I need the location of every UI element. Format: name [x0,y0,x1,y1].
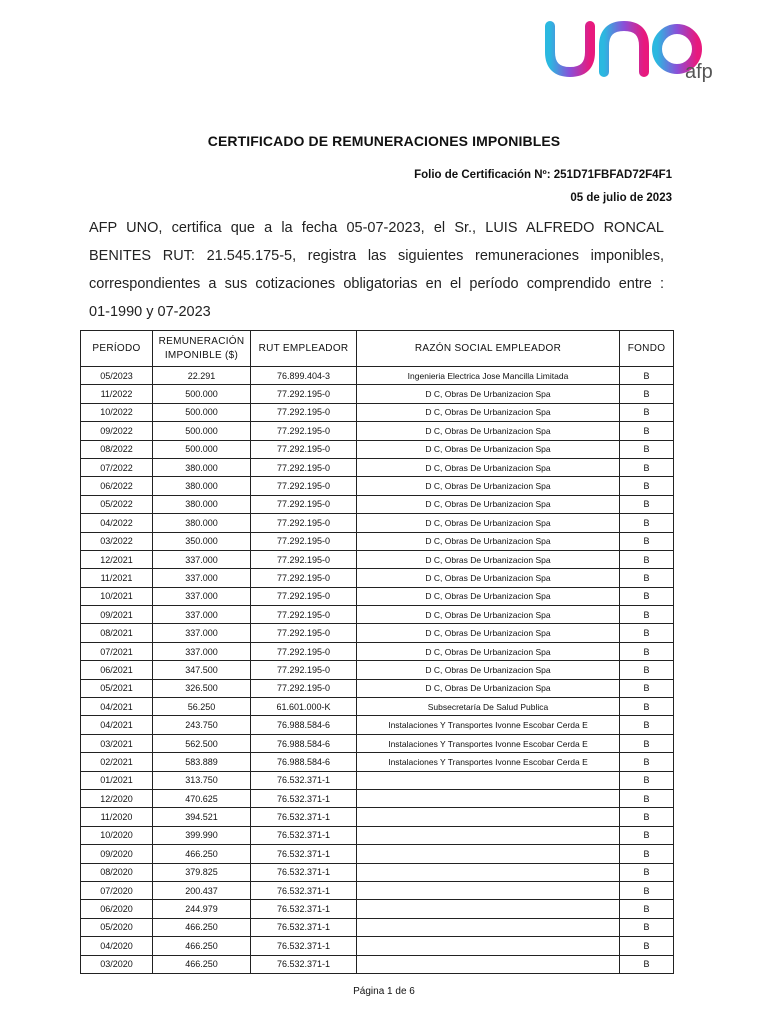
cell-periodo: 05/2023 [81,367,153,385]
table-row [81,624,674,642]
cell-periodo: 10/2020 [81,826,153,844]
cell-periodo: 01/2021 [81,771,153,789]
table-row [81,881,674,899]
cell-rut: 77.292.195-0 [251,587,357,605]
cell-periodo: 12/2020 [81,789,153,807]
cell-razon-social: D C, Obras De Urbanizacion Spa [357,642,620,660]
cell-rut: 76.532.371-1 [251,937,357,955]
table-row [81,550,674,568]
cell-fondo: B [620,771,674,789]
header-remuneracion: REMUNERACIÓN IMPONIBLE ($) [153,331,251,367]
cell-rut: 76.532.371-1 [251,771,357,789]
cell-rut: 76.532.371-1 [251,881,357,899]
certificate-date: 05 de julio de 2023 [570,192,672,204]
cell-fondo: B [620,716,674,734]
cell-fondo: B [620,477,674,495]
cell-fondo: B [620,642,674,660]
cell-remuneracion: 337.000 [153,550,251,568]
cell-fondo: B [620,624,674,642]
table-row [81,385,674,403]
cell-remuneracion: 470.625 [153,789,251,807]
cell-periodo: 07/2022 [81,458,153,476]
cell-remuneracion: 500.000 [153,440,251,458]
cell-rut: 77.292.195-0 [251,403,357,421]
table-row [81,569,674,587]
table-row [81,734,674,752]
cell-remuneracion: 500.000 [153,422,251,440]
cell-fondo: B [620,845,674,863]
cell-rut: 76.532.371-1 [251,808,357,826]
cell-fondo: B [620,826,674,844]
cell-periodo: 04/2021 [81,716,153,734]
cell-periodo: 04/2022 [81,514,153,532]
cell-remuneracion: 379.825 [153,863,251,881]
cell-remuneracion: 380.000 [153,514,251,532]
cell-remuneracion: 466.250 [153,955,251,973]
cell-razon-social: Subsecretaría De Salud Publica [357,698,620,716]
cell-periodo: 05/2022 [81,495,153,513]
cell-remuneracion: 243.750 [153,716,251,734]
cell-fondo: B [620,789,674,807]
cell-rut: 76.532.371-1 [251,826,357,844]
cell-razon-social: Instalaciones Y Transportes Ivonne Escobar Cerda E [357,753,620,771]
cell-razon-social: D C, Obras De Urbanizacion Spa [357,587,620,605]
cell-periodo: 03/2022 [81,532,153,550]
cell-fondo: B [620,440,674,458]
table-row [81,458,674,476]
certification-statement [89,214,664,326]
header-fondo: FONDO [620,331,674,367]
cell-remuneracion: 466.250 [153,937,251,955]
cell-rut: 77.292.195-0 [251,606,357,624]
cell-razon-social [357,918,620,936]
cell-razon-social: D C, Obras De Urbanizacion Spa [357,422,620,440]
cell-fondo: B [620,606,674,624]
table-row [81,716,674,734]
statement-line: AFP UNO, certifica que a la fecha 05-07-2023, el Sr., LUIS ALFREDO RONCAL [89,220,664,236]
cell-remuneracion: 22.291 [153,367,251,385]
table-row [81,826,674,844]
cell-fondo: B [620,881,674,899]
table-row [81,403,674,421]
table-row [81,440,674,458]
cell-remuneracion: 562.500 [153,734,251,752]
cell-rut: 76.988.584-6 [251,716,357,734]
cell-rut: 76.532.371-1 [251,955,357,973]
cell-fondo: B [620,918,674,936]
table-row [81,587,674,605]
cell-rut: 76.532.371-1 [251,918,357,936]
statement-line: correspondientes a sus cotizaciones obligatorias en el período comprendido entre : [89,276,664,292]
table-row [81,495,674,513]
cell-rut: 61.601.000-K [251,698,357,716]
cell-fondo: B [620,679,674,697]
cell-rut: 77.292.195-0 [251,495,357,513]
header-periodo: PERÍODO [81,331,153,367]
table-row [81,863,674,881]
cell-remuneracion: 244.979 [153,900,251,918]
cell-remuneracion: 337.000 [153,624,251,642]
document-title: CERTIFICADO DE REMUNERACIONES IMPONIBLES [207,133,561,149]
cell-periodo: 06/2021 [81,661,153,679]
afp-uno-logo [540,14,720,84]
cell-razon-social [357,845,620,863]
cell-rut: 76.988.584-6 [251,753,357,771]
cell-fondo: B [620,569,674,587]
cell-fondo: B [620,458,674,476]
statement-line: 01-1990 y 07-2023 [89,304,211,320]
table-row [81,955,674,973]
cell-remuneracion: 337.000 [153,569,251,587]
cell-remuneracion: 380.000 [153,477,251,495]
header-rut-empleador: RUT EMPLEADOR [251,331,357,367]
cell-periodo: 09/2022 [81,422,153,440]
table-row [81,808,674,826]
cell-razon-social [357,881,620,899]
cell-rut: 76.899.404-3 [251,367,357,385]
cell-periodo: 10/2022 [81,403,153,421]
cell-remuneracion: 500.000 [153,385,251,403]
cell-rut: 77.292.195-0 [251,458,357,476]
cell-periodo: 11/2021 [81,569,153,587]
cell-periodo: 04/2020 [81,937,153,955]
cell-fondo: B [620,403,674,421]
cell-fondo: B [620,734,674,752]
cell-remuneracion: 347.500 [153,661,251,679]
cell-razon-social: D C, Obras De Urbanizacion Spa [357,679,620,697]
cell-razon-social [357,937,620,955]
table-row [81,771,674,789]
cell-periodo: 11/2020 [81,808,153,826]
cell-periodo: 08/2022 [81,440,153,458]
cell-rut: 76.988.584-6 [251,734,357,752]
cell-fondo: B [620,367,674,385]
cell-razon-social [357,863,620,881]
table-row [81,514,674,532]
cell-fondo: B [620,385,674,403]
statement-line: BENITES RUT: 21.545.175-5, registra las siguientes remuneraciones imponibles, [89,248,664,264]
cell-remuneracion: 350.000 [153,532,251,550]
cell-rut: 77.292.195-0 [251,642,357,660]
cell-fondo: B [620,495,674,513]
cell-remuneracion: 313.750 [153,771,251,789]
table-row [81,789,674,807]
cell-fondo: B [620,514,674,532]
cell-razon-social: D C, Obras De Urbanizacion Spa [357,514,620,532]
cell-periodo: 06/2020 [81,900,153,918]
cell-rut: 76.532.371-1 [251,863,357,881]
table-header-row [81,331,674,367]
cell-periodo: 11/2022 [81,385,153,403]
cell-periodo: 08/2021 [81,624,153,642]
table-row [81,642,674,660]
cell-razon-social: D C, Obras De Urbanizacion Spa [357,550,620,568]
table-row [81,367,674,385]
cell-fondo: B [620,661,674,679]
table-row [81,845,674,863]
cell-fondo: B [620,532,674,550]
cell-razon-social: D C, Obras De Urbanizacion Spa [357,661,620,679]
table-row [81,918,674,936]
cell-fondo: B [620,422,674,440]
cell-razon-social: D C, Obras De Urbanizacion Spa [357,385,620,403]
cell-fondo: B [620,900,674,918]
cell-remuneracion: 399.990 [153,826,251,844]
cell-remuneracion: 380.000 [153,495,251,513]
folio-number: Folio de Certificación Nº: 251D71FBFAD72F4F1 [414,169,672,181]
cell-rut: 77.292.195-0 [251,385,357,403]
cell-razon-social: Instalaciones Y Transportes Ivonne Escobar Cerda E [357,716,620,734]
svg-text:afp: afp [685,61,713,83]
cell-fondo: B [620,753,674,771]
cell-rut: 76.532.371-1 [251,845,357,863]
cell-remuneracion: 380.000 [153,458,251,476]
uno-logo-mark [540,14,720,84]
cell-remuneracion: 466.250 [153,918,251,936]
cell-remuneracion: 56.250 [153,698,251,716]
cell-razon-social [357,789,620,807]
cell-razon-social: D C, Obras De Urbanizacion Spa [357,458,620,476]
cell-rut: 77.292.195-0 [251,569,357,587]
cell-rut: 77.292.195-0 [251,661,357,679]
cell-rut: 76.532.371-1 [251,789,357,807]
table-row [81,679,674,697]
cell-periodo: 07/2020 [81,881,153,899]
cell-rut: 77.292.195-0 [251,679,357,697]
cell-razon-social: Instalaciones Y Transportes Ivonne Escobar Cerda E [357,734,620,752]
table-row [81,532,674,550]
cell-remuneracion: 500.000 [153,403,251,421]
cell-periodo: 05/2021 [81,679,153,697]
table-row [81,661,674,679]
cell-razon-social: D C, Obras De Urbanizacion Spa [357,440,620,458]
cell-fondo: B [620,955,674,973]
cell-periodo: 04/2021 [81,698,153,716]
cell-remuneracion: 200.437 [153,881,251,899]
cell-razon-social: Ingenieria Electrica Jose Mancilla Limitada [357,367,620,385]
remuneration-table [80,330,674,974]
cell-remuneracion: 394.521 [153,808,251,826]
cell-razon-social: D C, Obras De Urbanizacion Spa [357,606,620,624]
table-row [81,422,674,440]
table-row [81,753,674,771]
cell-remuneracion: 337.000 [153,587,251,605]
cell-periodo: 09/2020 [81,845,153,863]
cell-razon-social: D C, Obras De Urbanizacion Spa [357,495,620,513]
cell-razon-social: D C, Obras De Urbanizacion Spa [357,569,620,587]
cell-periodo: 07/2021 [81,642,153,660]
cell-periodo: 05/2020 [81,918,153,936]
cell-periodo: 03/2021 [81,734,153,752]
cell-periodo: 10/2021 [81,587,153,605]
cell-fondo: B [620,808,674,826]
cell-razon-social: D C, Obras De Urbanizacion Spa [357,624,620,642]
cell-periodo: 03/2020 [81,955,153,973]
cell-razon-social [357,826,620,844]
cell-periodo: 09/2021 [81,606,153,624]
cell-razon-social: D C, Obras De Urbanizacion Spa [357,477,620,495]
cell-razon-social [357,955,620,973]
cell-periodo: 02/2021 [81,753,153,771]
table-row [81,900,674,918]
page-number: Página 1 de 6 [353,986,415,997]
cell-razon-social: D C, Obras De Urbanizacion Spa [357,532,620,550]
cell-rut: 77.292.195-0 [251,624,357,642]
cell-remuneracion: 337.000 [153,642,251,660]
cell-rut: 77.292.195-0 [251,440,357,458]
cell-rut: 77.292.195-0 [251,514,357,532]
cell-razon-social [357,900,620,918]
cell-remuneracion: 466.250 [153,845,251,863]
table-row [81,477,674,495]
cell-rut: 77.292.195-0 [251,422,357,440]
table-row [81,937,674,955]
cell-razon-social [357,771,620,789]
cell-periodo: 12/2021 [81,550,153,568]
cell-periodo: 08/2020 [81,863,153,881]
cell-remuneracion: 583.889 [153,753,251,771]
cell-remuneracion: 326.500 [153,679,251,697]
cell-remuneracion: 337.000 [153,606,251,624]
cell-fondo: B [620,937,674,955]
table-row [81,606,674,624]
cell-razon-social [357,808,620,826]
cell-rut: 77.292.195-0 [251,550,357,568]
cell-fondo: B [620,863,674,881]
cell-rut: 76.532.371-1 [251,900,357,918]
cell-razon-social: D C, Obras De Urbanizacion Spa [357,403,620,421]
cell-fondo: B [620,698,674,716]
table-row [81,698,674,716]
cell-fondo: B [620,587,674,605]
header-razon-social: RAZÓN SOCIAL EMPLEADOR [357,331,620,367]
cell-fondo: B [620,550,674,568]
cell-rut: 77.292.195-0 [251,477,357,495]
cell-periodo: 06/2022 [81,477,153,495]
cell-rut: 77.292.195-0 [251,532,357,550]
